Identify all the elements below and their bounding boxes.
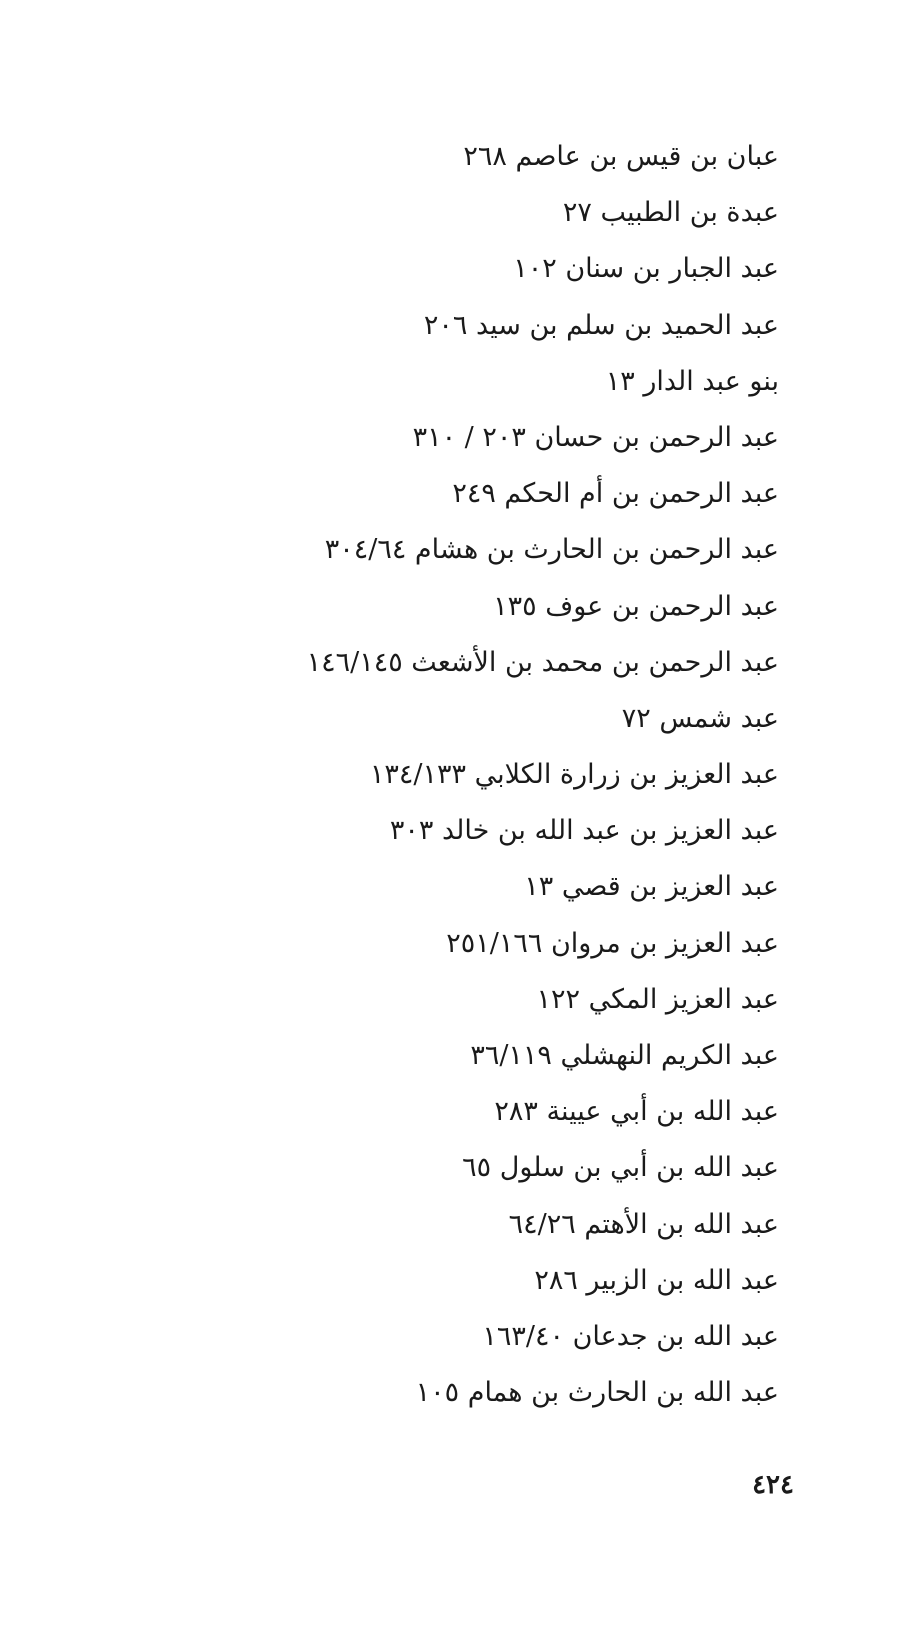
page-number: ٤٢٤ <box>752 1470 794 1500</box>
index-entry: عبد العزيز المكي ١٢٢ <box>536 983 779 1015</box>
index-entry: عبان بن قيس بن عاصم ٢٦٨ <box>463 141 779 172</box>
index-entry: عبد الرحمن بن أم الحكم ٢٤٩ <box>452 478 779 510</box>
index-entry: عبد الله بن أبي بن سلول ٦٥ <box>462 1152 779 1184</box>
index-entry: عبد العزيز بن زرارة الكلابي ١٣٤/١٣٣ <box>369 759 779 791</box>
index-entry: عبد الله بن الأهتم ٦٤/٢٦ <box>508 1208 779 1240</box>
index-entry: عبد الكريم النهشلي ٣٦/١١٩ <box>470 1040 779 1071</box>
index-entry: عبد الله بن أبي عيينة ٢٨٣ <box>494 1096 779 1128</box>
index-entry: عبد الرحمن بن الحارث بن هشام ٣٠٤/٦٤ <box>324 534 779 566</box>
index-entry: عبد شمس ٧٢ <box>621 702 779 734</box>
index-entry: عبدة بن الطبيب ٢٧ <box>562 197 779 229</box>
index-entry: عبد الله بن الحارث بن همام ١٠٥ <box>415 1377 779 1409</box>
index-entry: عبد العزيز بن مروان ٢٥١/١٦٦ <box>446 927 779 959</box>
index-entry: عبد الجبار بن سنان ١٠٢ <box>513 253 779 285</box>
index-entry: عبد الرحمن بن حسان ٢٠٣ / ٣١٠ <box>412 421 779 453</box>
index-entry: عبد العزيز بن عبد الله بن خالد ٣٠٣ <box>389 815 779 847</box>
index-entry: عبد الرحمن بن محمد بن الأشعث ١٤٦/١٤٥ <box>306 646 779 678</box>
index-entry: عبد الرحمن بن عوف ١٣٥ <box>493 590 779 622</box>
index-entry: عبد الله بن الزبير ٢٨٦ <box>534 1264 779 1296</box>
index-entry: عبد الحميد بن سلم بن سيد ٢٠٦ <box>423 309 779 341</box>
index-entry: بنو عبد الدار ١٣ <box>605 365 779 397</box>
index-entry-list <box>219 138 779 1430</box>
index-entry: عبد العزيز بن قصي ١٣ <box>524 871 779 903</box>
index-entry: عبد الله بن جدعان ١٦٣/٤٠ <box>482 1320 779 1352</box>
